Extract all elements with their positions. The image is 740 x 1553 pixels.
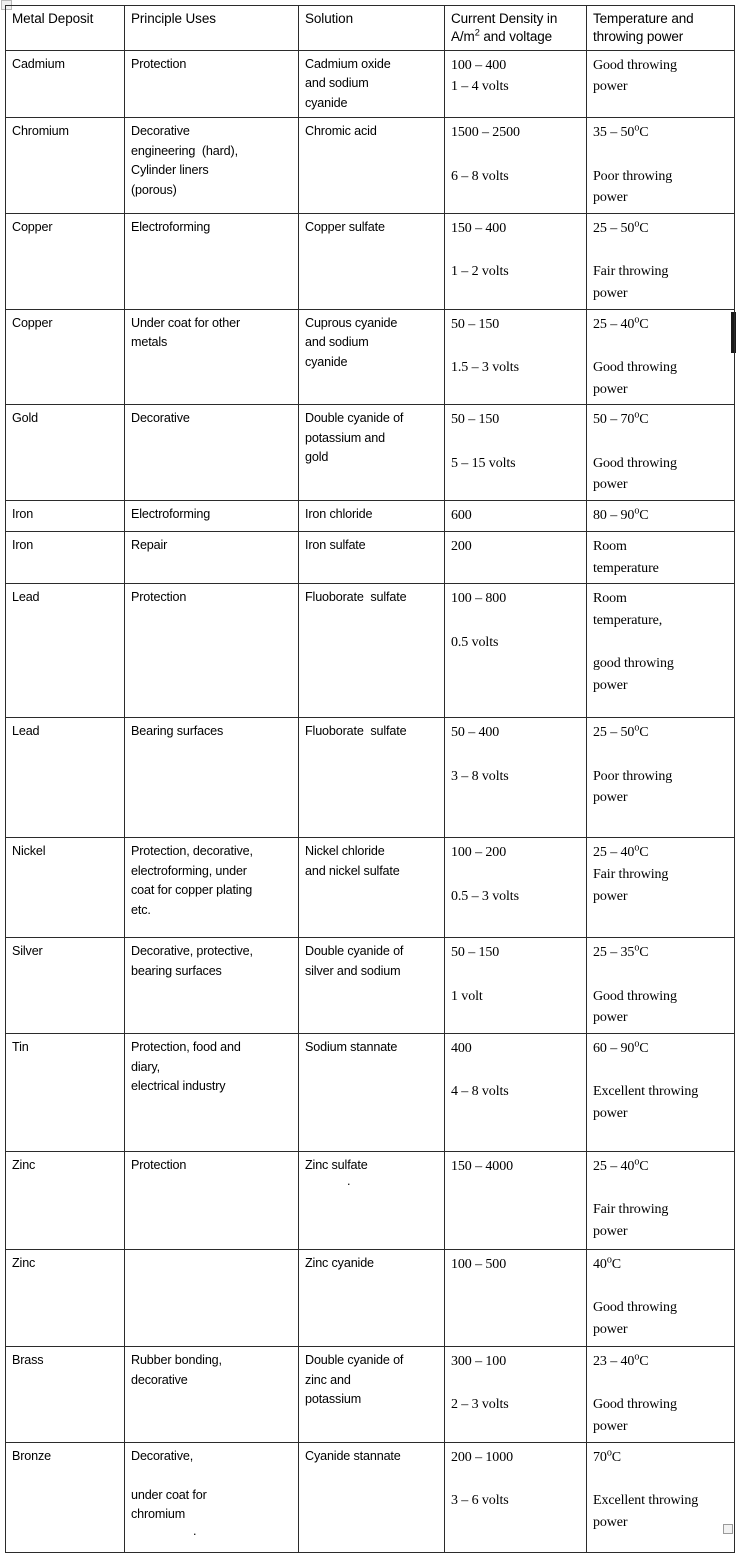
cell-density [445, 1249, 587, 1346]
cell-temperature [587, 405, 735, 501]
cell-metal-label: Copper [12, 219, 53, 234]
cell-uses [125, 1151, 299, 1249]
cell-uses-line: Decorative, [131, 1448, 194, 1463]
cell-solution-line: silver and sodium [305, 963, 401, 978]
cell-temperature-line: power [593, 1224, 628, 1240]
degree-symbol: o [634, 1351, 640, 1363]
cell-density-line: 1 – 4 volts [451, 79, 509, 95]
degree-symbol: o [634, 505, 640, 517]
cell-metal [6, 405, 125, 501]
cell-uses-line: chromium [131, 1507, 186, 1522]
cell-solution-line: and sodium [305, 335, 369, 350]
cell-metal [6, 118, 125, 214]
cell-solution-line: Cadmium oxide [305, 56, 391, 71]
cell-density-line: 5 – 15 volts [451, 455, 516, 471]
cell-metal-label: Bronze [12, 1448, 52, 1463]
cell-temperature-line: Fair throwing [593, 264, 669, 280]
cell-density-line: 100 – 800 [451, 591, 507, 607]
cell-metal-label: Nickel [12, 844, 46, 859]
degree-symbol: o [634, 314, 640, 326]
cell-density-line: 3 – 6 volts [451, 1493, 509, 1509]
cell-density-line: 300 – 100 [451, 1353, 507, 1369]
cell-temperature [587, 1249, 735, 1346]
cell-temperature [587, 1151, 735, 1249]
cell-solution [299, 1033, 445, 1151]
cell-solution-line: potassium [305, 1392, 362, 1407]
cell-metal [6, 531, 125, 583]
cell-temperature [587, 213, 735, 309]
cell-density [445, 838, 587, 938]
cell-uses-line: Decorative, protective, [131, 944, 253, 959]
cell-uses [125, 531, 299, 583]
cell-density-line [451, 1060, 581, 1082]
table-row [6, 531, 735, 583]
cell-solution-line: and sodium [305, 76, 369, 91]
degree-symbol: o [634, 842, 640, 854]
cell-temperature-line: temperature, [593, 612, 663, 628]
cell-temperature [587, 309, 735, 405]
degree-symbol: o [634, 1038, 640, 1050]
cell-uses-line: Electroforming [131, 219, 211, 234]
cell-uses-line: metals [131, 335, 168, 350]
cell-density-line: 6 – 8 volts [451, 168, 509, 184]
cell-solution-line: Cuprous cyanide [305, 315, 398, 330]
column-header-principle-uses-label: Principle Uses [131, 11, 216, 26]
cell-density-line: 0.5 – 3 volts [451, 888, 519, 904]
cell-temperature-line [593, 1468, 729, 1490]
cell-metal [6, 1151, 125, 1249]
cell-temperature-line: 70$^o$C [593, 1447, 622, 1465]
cell-temperature-line: 80 – 90$^o$C [593, 505, 649, 524]
cell-uses-line: electrical industry [131, 1079, 226, 1094]
cell-temperature-line: power [593, 79, 628, 95]
cell-density [445, 501, 587, 532]
cell-temperature-line [593, 240, 729, 262]
cell-density [445, 938, 587, 1034]
current-density-unit-suffix: and voltage [479, 28, 553, 44]
cell-uses-line: Bearing surfaces [131, 724, 224, 739]
cell-uses [125, 309, 299, 405]
cell-density-line: 1 – 2 volts [451, 264, 509, 280]
cell-metal-label: Chromium [12, 124, 69, 139]
cell-solution-line: Copper sulfate [305, 219, 385, 234]
cell-density [445, 1346, 587, 1442]
cell-metal [6, 584, 125, 718]
cell-temperature-line: power [593, 381, 628, 397]
cell-uses-line: Decorative [131, 124, 190, 139]
cell-solution [299, 118, 445, 214]
cell-temperature-line: 25 – 40$^o$C [593, 314, 649, 332]
cell-uses-line: engineering (hard), [131, 143, 238, 158]
cell-metal [6, 938, 125, 1034]
cell-solution-line: Iron sulfate [305, 537, 366, 552]
table-row [6, 50, 735, 118]
column-header-current-density-line2 [451, 28, 581, 46]
cell-temperature-line: power [593, 790, 628, 806]
cell-solution-line: Iron chloride [305, 507, 373, 522]
cell-uses [125, 405, 299, 501]
cell-temperature-line: Poor throwing [593, 168, 673, 184]
table-row [6, 1249, 735, 1346]
table-row [6, 118, 735, 214]
column-header-metal-deposit-label: Metal Deposit [12, 11, 94, 26]
cell-density-line: 600 [451, 508, 472, 524]
cell-temperature-line: Good throwing [593, 57, 677, 73]
table-body [6, 50, 735, 1552]
cell-temperature [587, 501, 735, 532]
cell-density-line [451, 744, 581, 766]
cell-temperature-line [593, 431, 729, 453]
cell-uses-line: (porous) [131, 182, 177, 197]
cell-density-line: 50 – 400 [451, 725, 500, 741]
cell-temperature-line: Good throwing [593, 988, 677, 1004]
cell-uses-line: Under coat for other [131, 315, 241, 330]
cell-density-line [451, 864, 581, 886]
column-header-solution-label: Solution [305, 11, 353, 26]
degree-symbol: o [634, 722, 640, 734]
cell-temperature-line: Good throwing [593, 1397, 677, 1413]
column-header-temperature-line2: throwing power [593, 28, 684, 44]
table-row [6, 938, 735, 1034]
cell-metal-label: Copper [12, 315, 53, 330]
cell-density-line: 150 – 4000 [451, 1158, 514, 1174]
current-density-unit-prefix: A/m [451, 28, 475, 44]
cell-temperature-line: power [593, 1322, 628, 1338]
cell-uses-line: decorative [131, 1372, 188, 1387]
cell-temperature-line: power [593, 1010, 628, 1026]
cell-temperature-line: power [593, 888, 628, 904]
cell-metal-label: Zinc [12, 1157, 36, 1172]
cell-uses [125, 838, 299, 938]
cell-temperature-line: 23 – 40$^o$C [593, 1351, 649, 1369]
cell-uses-line: Protection [131, 56, 187, 71]
cell-uses [125, 584, 299, 718]
cell-uses-line [131, 1254, 293, 1274]
cell-temperature-line: Excellent throwing [593, 1493, 699, 1509]
cell-metal [6, 1033, 125, 1151]
table-row [6, 718, 735, 838]
cell-density-line: 1500 – 2500 [451, 125, 520, 141]
column-header-solution [299, 6, 445, 51]
cell-temperature-line [593, 1060, 729, 1082]
cell-solution [299, 405, 445, 501]
cell-solution [299, 501, 445, 532]
cell-temperature-line: 25 – 35$^o$C [593, 942, 649, 961]
cell-uses-line: Protection, food and [131, 1039, 241, 1054]
cell-solution-line: Zinc sulfate [305, 1157, 368, 1172]
table-row [6, 309, 735, 405]
cell-temperature [587, 1346, 735, 1442]
cell-temperature-line: 40$^o$C [593, 1254, 622, 1272]
cell-solution [299, 938, 445, 1034]
cell-temperature-line: Poor throwing [593, 768, 673, 784]
cell-solution-line: Chromic acid [305, 124, 377, 139]
cell-uses [125, 213, 299, 309]
cell-metal [6, 1249, 125, 1346]
cell-density-line [451, 431, 581, 453]
cell-metal [6, 1346, 125, 1442]
cell-density-line: 2 – 3 volts [451, 1397, 509, 1413]
cell-temperature-line [593, 1276, 729, 1298]
cell-temperature-line: Good throwing [593, 1300, 677, 1316]
cell-metal-label: Cadmium [12, 56, 65, 71]
cell-metal [6, 718, 125, 838]
cell-density [445, 50, 587, 118]
cell-metal [6, 309, 125, 405]
cell-density-line [451, 610, 581, 632]
cell-uses-line: Rubber bonding, [131, 1352, 222, 1367]
column-header-temperature [587, 6, 735, 51]
degree-symbol: o [606, 1254, 612, 1266]
cell-density-line: 1 volt [451, 988, 483, 1004]
cell-density-line: 50 – 150 [451, 412, 500, 428]
cell-density-line: 50 – 150 [451, 316, 500, 332]
cell-density-line: 100 – 500 [451, 1256, 507, 1272]
cell-uses [125, 938, 299, 1034]
cell-metal-label: Tin [12, 1039, 29, 1054]
table-row [6, 838, 735, 938]
cell-solution-line: Fluoborate sulfate [305, 724, 407, 739]
cell-uses-line [131, 1466, 293, 1486]
cell-metal [6, 501, 125, 532]
cell-uses [125, 50, 299, 118]
cell-solution-line: cyanide [305, 354, 348, 369]
cell-temperature [587, 1033, 735, 1151]
cell-temperature [587, 838, 735, 938]
cell-temperature-line [593, 1373, 729, 1395]
column-header-current-density-line1: Current Density in [451, 11, 558, 26]
cell-density [445, 584, 587, 718]
degree-symbol: o [606, 1447, 612, 1459]
cell-temperature-line: temperature [593, 560, 659, 576]
cell-density [445, 405, 587, 501]
cell-solution [299, 718, 445, 838]
cell-density-line: 400 [451, 1040, 472, 1056]
degree-symbol: o [634, 1156, 640, 1168]
cell-solution-line: Double cyanide of [305, 411, 404, 426]
cell-temperature-line [593, 632, 729, 654]
cell-density-line [451, 1468, 581, 1490]
cell-density-line [451, 335, 581, 357]
cell-temperature-line: power [593, 190, 628, 206]
cell-uses [125, 718, 299, 838]
cell-temperature-line: Good throwing [593, 455, 677, 471]
cell-density-line [451, 964, 581, 986]
cell-metal-label: Brass [12, 1352, 44, 1367]
cell-density [445, 531, 587, 583]
cell-metal [6, 213, 125, 309]
cell-metal-label: Zinc [12, 1255, 36, 1270]
cell-solution-line: gold [305, 450, 329, 465]
cell-density-line [451, 240, 581, 262]
cell-uses-line: Decorative [131, 411, 190, 426]
cell-uses [125, 501, 299, 532]
cell-solution [299, 1346, 445, 1442]
cell-temperature-line: power [593, 285, 628, 301]
cell-temperature-line: Room [593, 538, 627, 554]
table-row [6, 213, 735, 309]
cell-temperature-line [593, 335, 729, 357]
cell-temperature-line: Excellent throwing [593, 1084, 699, 1100]
cell-uses-line: Protection, decorative, [131, 844, 253, 859]
cell-solution [299, 838, 445, 938]
cell-solution [299, 1249, 445, 1346]
cell-temperature [587, 50, 735, 118]
cell-solution [299, 1151, 445, 1249]
cell-temperature-line: 25 – 50$^o$C [593, 722, 649, 741]
cell-temperature-line: 60 – 90$^o$C [593, 1038, 649, 1056]
cell-temperature-line: good throwing [593, 656, 674, 672]
cell-density-line: 4 – 8 volts [451, 1084, 509, 1100]
cell-temperature [587, 118, 735, 214]
cell-uses-line: Protection [131, 590, 187, 605]
cell-solution-line: Zinc cyanide [305, 1255, 374, 1270]
cell-temperature-line [593, 1178, 729, 1200]
cell-metal-label: Iron [12, 537, 34, 552]
cell-temperature-line [593, 964, 729, 986]
cell-density-line [451, 144, 581, 166]
cell-density-line: 0.5 volts [451, 634, 499, 650]
cell-uses-line: electroforming, under [131, 863, 247, 878]
column-header-temperature-line1: Temperature and [593, 11, 694, 26]
cell-uses-line: etc. [131, 902, 151, 917]
cell-density-line: 3 – 8 volts [451, 768, 509, 784]
cell-solution-line: and nickel sulfate [305, 863, 400, 878]
cell-temperature-line: 25 – 50$^o$C [593, 218, 649, 236]
cell-temperature-line: power [593, 1514, 628, 1530]
cell-solution [299, 309, 445, 405]
cell-density-line: 200 [451, 538, 472, 554]
cell-solution-line: zinc and [305, 1372, 351, 1387]
cell-density-line: 100 – 400 [451, 57, 507, 73]
cell-temperature-line: power [593, 677, 628, 693]
cell-temperature-line: Good throwing [593, 360, 677, 376]
cell-solution-line: cyanide [305, 95, 348, 110]
degree-symbol: o [634, 218, 640, 230]
stray-ink-mark [305, 1176, 439, 1191]
cell-uses-line: coat for copper plating [131, 883, 253, 898]
cell-temperature-line: Fair throwing [593, 1202, 669, 1218]
column-header-metal-deposit [6, 6, 125, 51]
cell-solution-line: Fluoborate sulfate [305, 590, 407, 605]
cell-temperature-line [593, 744, 729, 766]
cell-density-line: 50 – 150 [451, 945, 500, 961]
cell-density-line: 1.5 – 3 volts [451, 360, 519, 376]
table-row [6, 1151, 735, 1249]
cell-density [445, 213, 587, 309]
cell-density-line: 200 – 1000 [451, 1449, 514, 1465]
cell-temperature [587, 584, 735, 718]
current-density-unit-exponent: 2 [474, 27, 480, 38]
cell-density-line: 100 – 200 [451, 845, 507, 861]
degree-symbol: o [634, 942, 640, 954]
cell-solution [299, 50, 445, 118]
stray-ink-mark [131, 1525, 293, 1540]
cell-temperature [587, 938, 735, 1034]
cell-solution [299, 213, 445, 309]
cell-temperature-line: 50 – 70$^o$C [593, 409, 649, 428]
cell-density-line: 150 – 400 [451, 220, 507, 236]
cell-density [445, 1033, 587, 1151]
cell-metal-label: Silver [12, 944, 43, 959]
cell-uses-line: under coat for [131, 1487, 207, 1502]
cell-solution-line: Nickel chloride [305, 844, 385, 859]
cell-temperature-line: power [593, 477, 628, 493]
cell-uses [125, 1249, 299, 1346]
cell-temperature-line: Room [593, 591, 627, 607]
cell-uses [125, 1346, 299, 1442]
cell-metal-label: Lead [12, 724, 40, 739]
cell-density [445, 309, 587, 405]
table-row [6, 501, 735, 532]
column-header-current-density [445, 6, 587, 51]
table-row [6, 584, 735, 718]
cell-solution-line: Sodium stannate [305, 1039, 398, 1054]
degree-symbol: o [634, 122, 640, 134]
cell-temperature-line: 25 – 40$^o$C [593, 1156, 649, 1174]
cell-density-line [451, 1373, 581, 1395]
cell-solution-line: potassium and [305, 430, 385, 445]
cell-solution [299, 584, 445, 718]
cell-metal-label: Gold [12, 411, 39, 426]
cell-density [445, 118, 587, 214]
cell-metal-label: Iron [12, 507, 34, 522]
cell-temperature-line [593, 144, 729, 166]
cell-uses-line: Repair [131, 537, 168, 552]
cell-temperature-line: 25 – 40$^o$C [593, 842, 649, 861]
cell-temperature-line: power [593, 1106, 628, 1122]
cell-uses-line: Electroforming [131, 507, 211, 522]
electroplating-process-table [5, 5, 735, 1553]
cell-temperature-line: Fair throwing [593, 866, 669, 882]
cell-temperature [587, 718, 735, 838]
table-row [6, 405, 735, 501]
column-header-principle-uses [125, 6, 299, 51]
table-row [6, 1033, 735, 1151]
table-header-row [6, 6, 735, 51]
cell-temperature [587, 531, 735, 583]
cell-uses-line: bearing surfaces [131, 963, 222, 978]
cell-temperature-line: power [593, 1419, 628, 1435]
cell-uses [125, 118, 299, 214]
cell-solution-line: Cyanide stannate [305, 1448, 401, 1463]
degree-symbol: o [634, 409, 640, 421]
cell-metal-label: Lead [12, 590, 40, 605]
cell-uses-line: Protection [131, 1157, 187, 1172]
cell-uses-line: Cylinder liners [131, 163, 209, 178]
table-row [6, 1346, 735, 1442]
cell-density [445, 1151, 587, 1249]
cell-solution-line: Double cyanide of [305, 1352, 404, 1367]
cell-solution-line: Double cyanide of [305, 944, 404, 959]
cell-temperature-line: 35 – 50$^o$C [593, 122, 649, 141]
cell-density [445, 718, 587, 838]
cell-uses-line: diary, [131, 1059, 160, 1074]
cell-uses [125, 1033, 299, 1151]
cell-metal [6, 50, 125, 118]
cell-solution [299, 531, 445, 583]
cell-metal [6, 838, 125, 938]
